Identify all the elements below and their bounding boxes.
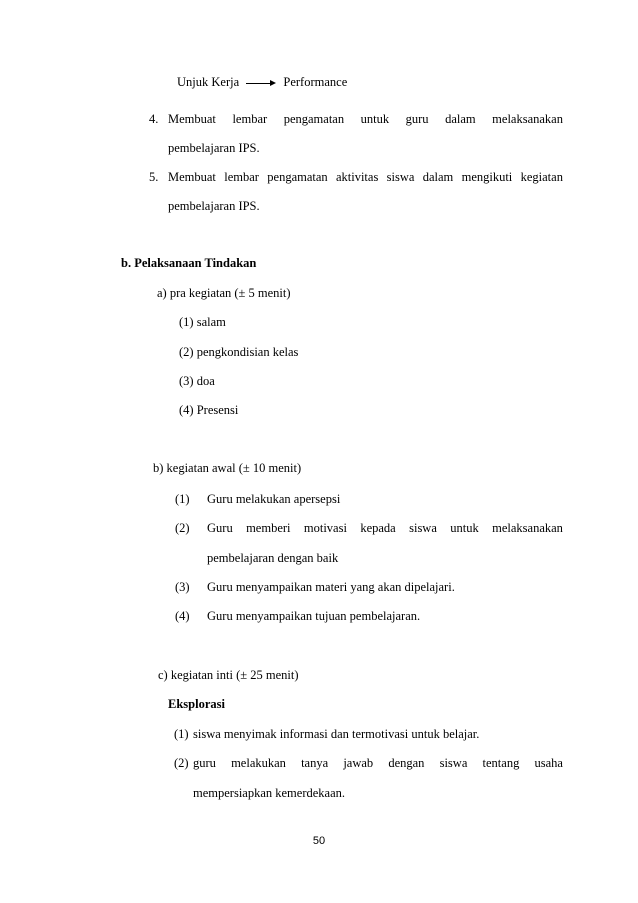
eksplorasi-subheading: Eksplorasi [168, 697, 225, 711]
justified-word: lembar [224, 170, 259, 184]
inti-item-continuation: mempersiapkan kemerdekaan. [193, 786, 346, 800]
justified-word: dalam [422, 170, 454, 184]
justified-word: melakukan [231, 756, 286, 770]
pra-item: (2) pengkondisian kelas [179, 345, 299, 359]
step-5-line [168, 169, 563, 185]
pra-item: (3) doa [179, 374, 215, 388]
pra-item: (1) salam [179, 315, 226, 329]
top-line-left: Unjuk Kerja [177, 75, 240, 89]
justified-word: pengamatan [283, 112, 345, 126]
justified-word: jawab [343, 756, 374, 770]
pra-item: (4) Presensi [179, 403, 239, 417]
right-arrow-icon [246, 75, 276, 91]
justified-word: tanya [301, 756, 329, 770]
justified-word: untuk [360, 112, 390, 126]
justified-word: lembar [232, 112, 268, 126]
justified-word: aktivitas [335, 170, 379, 184]
justified-word: Membuat [168, 170, 216, 184]
justified-word: usaha [534, 756, 563, 770]
step-4-number: 4. [149, 112, 159, 126]
justified-word: tentang [482, 756, 520, 770]
justified-word: guru [405, 112, 429, 126]
awal-item-number: (1) [175, 492, 190, 506]
justified-word: guru [193, 756, 216, 770]
step-5-continuation: pembelajaran IPS. [168, 199, 260, 213]
step-4-line [168, 111, 563, 127]
justified-word: siswa [386, 170, 415, 184]
justified-word: dengan [388, 756, 425, 770]
justified-word: Guru [207, 521, 233, 535]
awal-item-number: (3) [175, 580, 190, 594]
page-number: 50 [312, 835, 326, 847]
justified-word: memberi [246, 521, 291, 535]
justified-word: siswa [409, 521, 437, 535]
justified-word: Membuat [168, 112, 216, 126]
step-5-number: 5. [149, 170, 159, 184]
awal-item-text: Guru menyampaikan tujuan pembelajaran. [207, 609, 421, 623]
awal-item-text: Guru menyampaikan materi yang akan dipelajari. [207, 580, 455, 594]
awal-item-number: (4) [175, 609, 190, 623]
awal-item-continuation: pembelajaran dengan baik [207, 551, 339, 565]
justified-word: kepada [360, 521, 396, 535]
inti-item-line [193, 755, 563, 771]
awal-item-number: (2) [175, 521, 190, 535]
step-4-continuation: pembelajaran IPS. [168, 141, 260, 155]
top-line [177, 74, 347, 91]
inti-item-number: (2) [174, 756, 189, 770]
section-heading: b. Pelaksanaan Tindakan [121, 256, 257, 270]
inti-item-text: siswa menyimak informasi dan termotivasi untuk belajar. [193, 727, 480, 741]
justified-word: untuk [450, 521, 479, 535]
top-line-right: Performance [283, 75, 348, 89]
justified-word: mengikuti [461, 170, 513, 184]
kegiatan-awal-heading: b) kegiatan awal (± 10 menit) [153, 461, 302, 475]
justified-word: dalam [445, 112, 476, 126]
kegiatan-inti-heading: c) kegiatan inti (± 25 menit) [158, 668, 299, 682]
pra-kegiatan-heading: a) pra kegiatan (± 5 menit) [157, 286, 291, 300]
justified-word: melaksanakan [492, 112, 563, 126]
awal-item-text: Guru melakukan apersepsi [207, 492, 341, 506]
justified-word: kegiatan [520, 170, 563, 184]
inti-item-number: (1) [174, 727, 189, 741]
justified-word: melaksanakan [492, 521, 563, 535]
justified-word: pengamatan [267, 170, 328, 184]
awal-item-line [207, 520, 563, 536]
justified-word: motivasi [303, 521, 347, 535]
justified-word: siswa [439, 756, 468, 770]
